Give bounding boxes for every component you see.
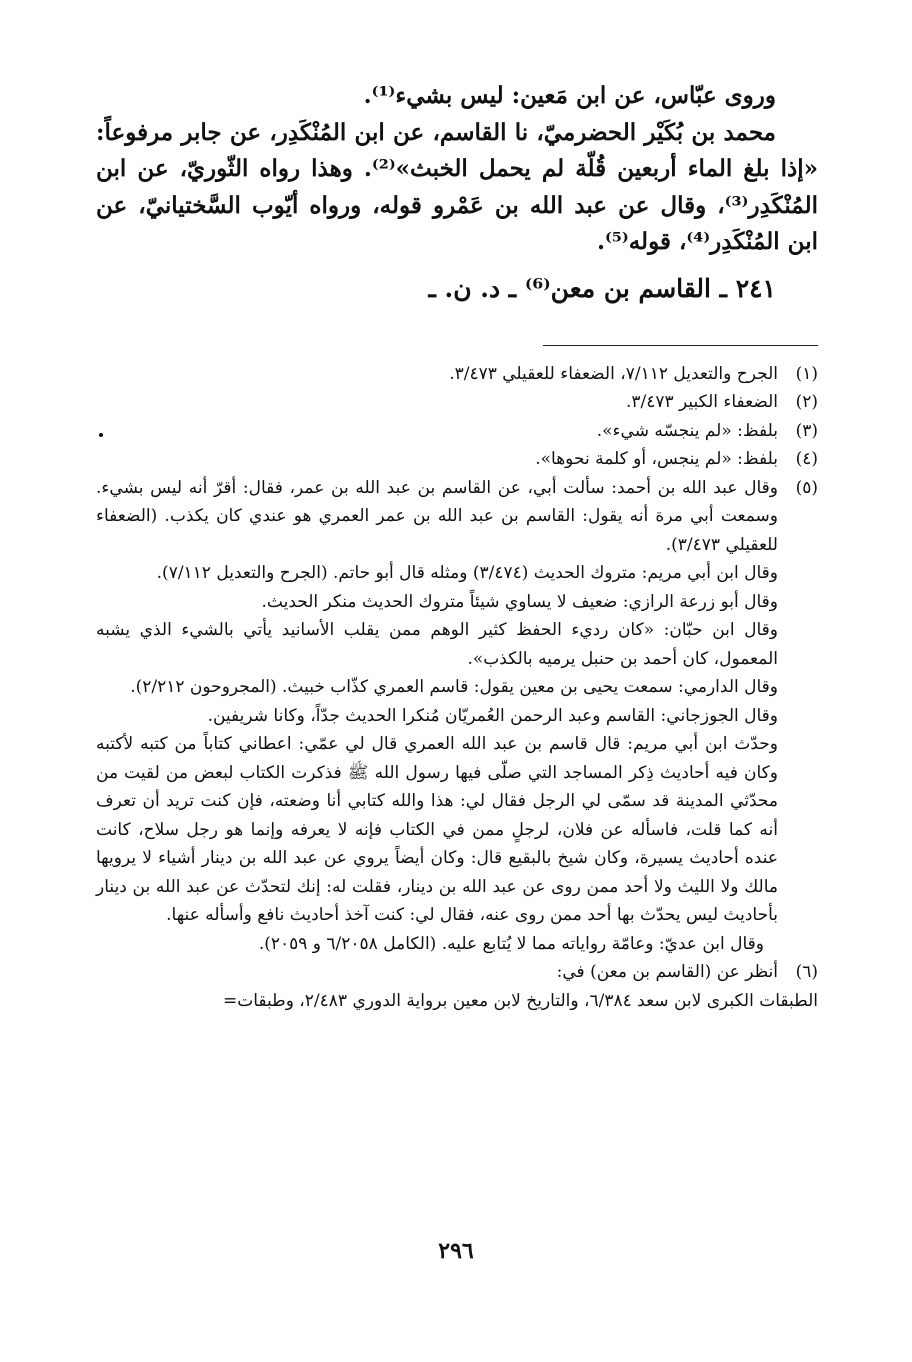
entry-heading: ٢٤١ ـ القاسم بن معن⁽⁶⁾ ـ د. ن. ـ	[428, 273, 776, 303]
footnotes	[96, 360, 818, 1016]
footnote-text: بلفظ: «لم ينجسّه شيء».	[596, 420, 778, 441]
footnote-number: (٤)	[795, 449, 818, 469]
main-text	[96, 78, 818, 307]
page-number: ٢٩٦	[438, 1238, 474, 1264]
footnote-6-continuation: الطبقات الكبرى لابن سعد ٦/٣٨٤، والتاريخ لابن معين برواية الدوري ٢/٤٨٣، وطبقات=	[223, 990, 818, 1011]
footnote-text: وقال ابن أبي مريم: متروك الحديث (٣/٤٧٤) ومثله قال أبو حاتم. (الجرح والتعديل ٧/١١٢).	[156, 563, 778, 583]
main-paragraph-1: وروى عبّاس، عن ابن مَعين: ليس بشيء⁽¹⁾.	[363, 82, 776, 109]
page-content	[96, 78, 818, 1015]
footnote-text: أنظر عن (القاسم بن معن) في:	[556, 962, 778, 982]
footnote-text: الضعفاء الكبير ٣/٤٧٣.	[625, 392, 778, 412]
footnote-number: (٣)	[795, 420, 818, 441]
footnote-3	[96, 417, 818, 446]
footnote-text: وقال عبد الله بن أحمد: سألت أبي، عن القاسم بن عبد الله بن عمر، فقال: أقرّ أنه ليس بشيء. وسمعت أبي مرة أنه يقول: القاسم بن عبد الله بن عمر العمري هو عندي كان يكذب. (الضعفاء للعقيلي ٣/٤٧٣).	[96, 477, 778, 555]
print-speck	[99, 433, 103, 437]
footnote-divider	[543, 345, 818, 346]
footnote-text: وحدّث ابن أبي مريم: قال قاسم بن عبد الله العمري قال لي عمّي: اعطاني كتاباً من كتبه لأكتبه وكان فيه أحاديث ذِكر المساجد التي صلّى فيها رسول الله ﷺ فذكرت الكتاب لبعض من لقيت من محدّثي المدينة قد سمّى لي الرجل فقال لي: هذا والله كتابي أنا وضعته، فإن كنت تريد أن تعرف أنه كما قلت، فاسأله عن فلان، لرجلٍ ممن في الكتاب فإنه لا يعرفه وإنما هو رجل سلاح، كانت عنده أحاديث يسيرة، وكان شيخ بالبقيع قال: وكان أيضاً يروي عن عبد الله بن دينار أشياء لا يرويها مالك ولا الليث ولا أحد ممن روى عن عبد الله بن دينار، فقلت له: إنك لتحدّث عن عبد الله بن دينار بأحاديث ليس يحدّث بها أحد ممن روى عنه، فقال لي: كنت آخذ أحاديث نافع وأسأله عنها.	[96, 734, 778, 925]
footnote-5	[96, 474, 818, 959]
main-paragraph-2: محمد بن بُكَيْر الحضرميّ، نا القاسم، عن ابن المُنْكَدِر، عن جابر مرفوعاً: «إذا بلغ الماء أربعين قُلّة لم يحمل الخبث»⁽²⁾. وهذا رواه الثّوريّ، عن ابن المُنْكَدِر⁽³⁾، وقال عن عبد الله بن عَمْرو قوله، ورواه أيّوب السَّختيانيّ، عن ابن المُنْكَدِر⁽⁴⁾، قوله⁽⁵⁾.	[96, 118, 818, 255]
footnote-text: وقال أبو زرعة الرازي: ضعيف لا يساوي شيئاً متروك الحديث منكر الحديث.	[261, 591, 778, 612]
footnote-number: (٦)	[795, 962, 818, 982]
footnote-number: (٥)	[795, 477, 818, 498]
footnote-1	[96, 360, 818, 389]
footnote-2	[96, 388, 818, 417]
footnote-text: وقال ابن عديّ: وعامّة رواياته مما لا يُتابع عليه. (الكامل ٦/٢٠٥٨ و ٢٠٥٩).	[258, 933, 764, 954]
footnote-text: الجرح والتعديل ٧/١١٢، الضعفاء للعقيلي ٣/٤٧٣.	[449, 363, 778, 384]
footnote-number: (٢)	[795, 392, 818, 412]
footnote-text: وقال ابن حبّان: «كان رديء الحفظ كثير الوهم ممن يقلب الأسانيد يأتي بالشيء الذي يشبه المعمول، كان أحمد بن حنبل يرميه بالكذب».	[96, 620, 778, 669]
footnote-number: (١)	[795, 363, 818, 384]
footnote-text: وقال الدارمي: سمعت يحيى بن معين يقول: قاسم العمري كذّاب خبيث. (المجروحون ٢/٢١٢).	[130, 677, 778, 697]
footnote-6	[96, 958, 818, 987]
footnote-text: بلفظ: «لم ينجس، أو كلمة نحوها».	[535, 449, 778, 469]
footnote-4	[96, 445, 818, 474]
footnote-text: وقال الجوزجاني: القاسم وعبد الرحمن العُمريّان مُنكرا الحديث جدّاً، وكانا شريفين.	[207, 705, 778, 726]
